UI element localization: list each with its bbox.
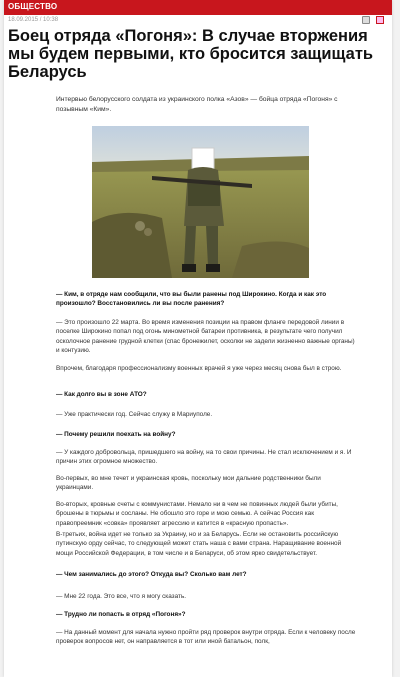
interview-paragraph: — Уже практически год. Сейчас служу в Мариуполе. [56,411,213,418]
interview-paragraph: В-третьих, война идет не только за Украину, но и за Беларусь. Если не остановить российскую путинскую орду сейчас, то следующей может стать наша с вами страна. Наращивание военной мощи Российской Федерации, в том числе и в Беларуси, об этом ярко свидетельствует. [56,531,342,557]
interview-question: — Трудно ли попасть в отряд «Погоня»? [56,611,186,618]
interview-paragraph: Во-первых, во мне течет и украинская кровь, поскольку мои дальние родственники были украинцами. [56,475,321,492]
print-icon[interactable] [362,16,370,24]
soldier-photo [92,126,309,278]
interview-paragraph: Во-вторых, кровные счеты с коммунистами. Немало ни в чем не повинных людей были убиты, брошены в тюрьмы и сосланы. Не обошло это горе и мою семью. А сейчас Россия как правопреемник «совка» проявляет агрессию и катится в «красную пропасть». [56,501,338,527]
interview-paragraph: — У каждого добровольца, пришедшего на войну, на то свои причины. Не стал исключением и я. И причин этих огромное множество. [56,449,352,466]
interview-question: — Почему решили поехать на войну? [56,431,176,438]
article-date: 18.09.2015 / 10:38 [8,17,59,23]
article-lead: Интервью белорусского солдата из украинского полка «Азов» — бойца отряда «Погоня» с позывным «Ким». [56,96,338,113]
interview-paragraph: — На данный момент для начала нужно пройти ряд проверок внутри отряда. Если к человеку после проверок вопросов нет, он направляется в тот или иной батальон, полк, [56,629,356,646]
article-title: Боец отряда «Погоня»: В случае вторжения мы будем первыми, кто бросится защищать Беларусь [8,27,374,81]
article-photo [92,126,309,278]
interview-question: — Чем занимались до этого? Откуда вы? Сколько вам лет? [56,571,247,578]
interview-paragraph: — Мне 22 года. Это все, что я могу сказать. [56,593,187,600]
interview-paragraph: Впрочем, благодаря профессионализму военных врачей я уже через месяц снова был в строю. [56,365,342,372]
article-page [4,0,392,677]
mail-icon[interactable] [376,16,384,24]
section-label[interactable]: ОБЩЕСТВО [8,2,58,11]
article-tools [362,16,384,24]
interview-question: — Как долго вы в зоне АТО? [56,391,147,398]
interview-paragraph: — Это произошло 22 марта. Во время изменения позиции на правом фланге передовой линии в поселке Широкино попал под огонь минометной батареи противника, в результате чего получил осколочное ранение грудной клетки (спас бронежилет, осколки не задели жизненно важные органы) и контузию. [56,319,355,355]
section-bar [4,0,392,15]
interview-question: — Ким, в отряде нам сообщили, что вы были ранены под Широкино. Когда и как это произошло? Восстановились ли вы после ранения? [56,291,327,308]
